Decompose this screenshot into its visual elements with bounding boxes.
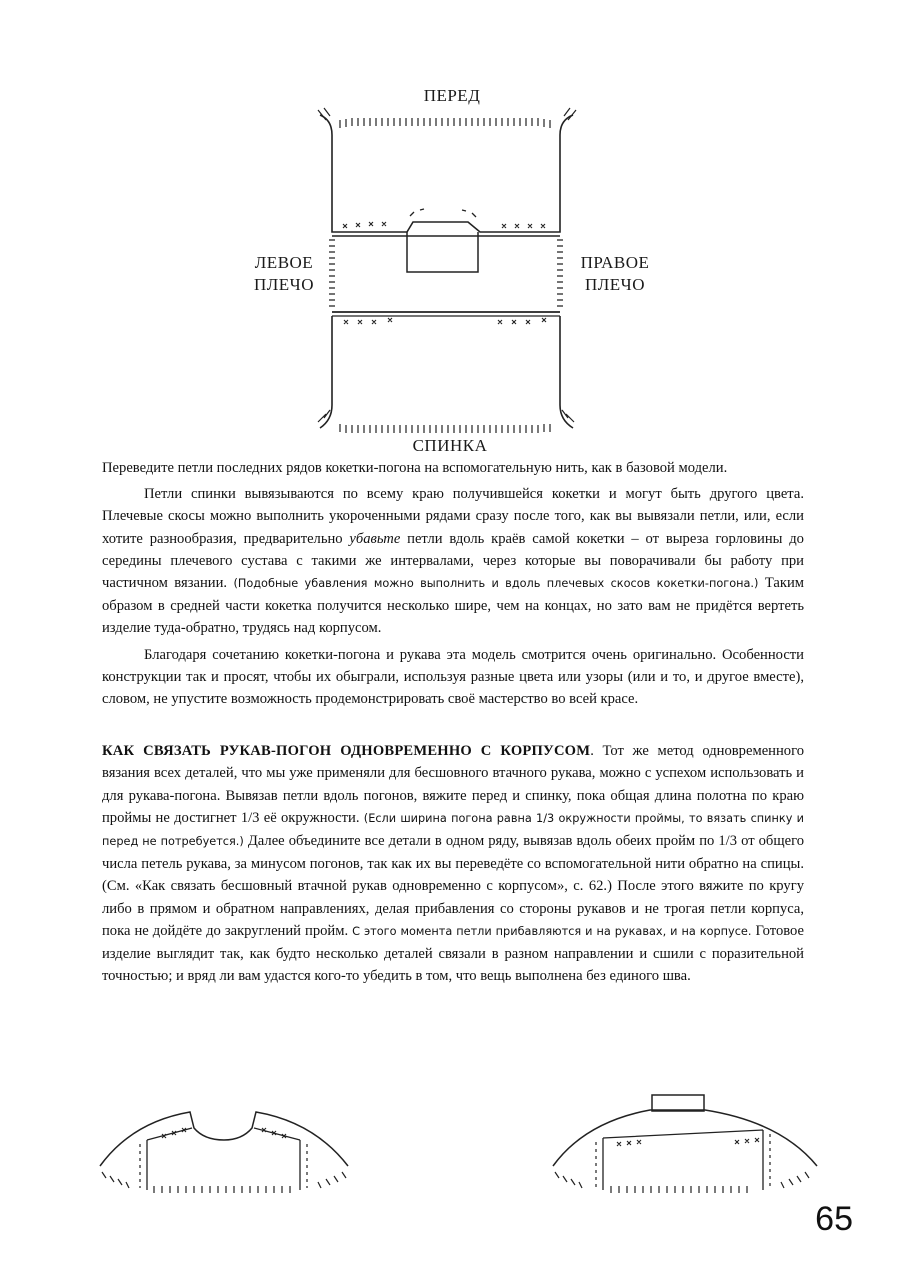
right-shoulder-line1: ПРАВОЕ bbox=[580, 253, 650, 272]
front-hem-stitches bbox=[318, 108, 576, 128]
cross-marks bbox=[343, 222, 546, 324]
paragraph-2 bbox=[102, 483, 804, 639]
paragraph-2-text-c: Таким образом в средней части кокетка получится несколько шире, чем на концах, но зато вам не придётся вертеть изделие туда-обратно, трудясь над корпусом. bbox=[102, 575, 804, 637]
back-label: СПИНКА bbox=[412, 436, 488, 455]
paragraph-4 bbox=[102, 740, 804, 987]
neck-opening bbox=[407, 232, 478, 272]
paragraph-2-emphasis: убавьте bbox=[349, 530, 401, 547]
bottom-left-diagram bbox=[92, 1100, 362, 1200]
paragraph-2-text-b: петли вдоль краёв самой кокетки – от выреза горловины до середины плечевого сустава с такими же интервалами, через которые вы поворачивали бы работу при частичном вязании. bbox=[102, 530, 804, 592]
left-shoulder-line1: ЛЕВОЕ bbox=[254, 253, 314, 272]
back-hem-stitches bbox=[318, 410, 574, 433]
front-outline bbox=[320, 115, 573, 232]
paragraph-4-text-a: . Тот же метод одновременного вязания всех деталей, что мы уже применяли для бесшовного втачного рукава, можно с успехом использовать и для рукава-погона. Вывязав петли вдоль погонов, вяжите перед и спинку, пока общая длина полотна по краю проймы не достигнет 1/3 её окружности. bbox=[102, 743, 805, 826]
yoke-construction-diagram bbox=[240, 80, 670, 460]
left-shoulder-stitches bbox=[329, 240, 335, 306]
page-number: 65 bbox=[815, 1200, 853, 1238]
yoke-drawing bbox=[240, 80, 670, 440]
main-text bbox=[102, 457, 804, 987]
left-shoulder-line2: ПЛЕЧО bbox=[253, 275, 315, 295]
right-shoulder-line2: ПЛЕЧО bbox=[584, 275, 646, 295]
paragraph-4-aside-2: С этого момента петли прибавляются и на рукавах, и на корпусе. bbox=[352, 924, 752, 938]
paragraph-3: Благодаря сочетанию кокетки-погона и рукава эта модель смотрится очень оригинально. Особенности конструкции так и просят, чтобы их обыграли, используя разные цвета или узоры (или и то, и другое вместе), словом, не упустите возможность продемонстрировать своё мастерство во всей красе. bbox=[102, 646, 804, 708]
back-outline bbox=[320, 316, 573, 428]
paragraph-4-aside-1: (Если ширина погона равна 1/3 окружности проймы, то вязать спинку и перед не потребуется.) bbox=[102, 811, 804, 849]
paragraph-2-aside: (Подобные убавления можно выполнить и вдоль плечевых скосов кокетки-погона.) bbox=[233, 577, 759, 591]
bottom-left-drawing bbox=[92, 1100, 362, 1200]
bottom-right-drawing bbox=[545, 1090, 827, 1200]
paragraph-1: Переведите петли последних рядов кокетки-погона на вспомогательную нить, как в базовой модели. bbox=[102, 460, 728, 476]
right-shoulder-stitches bbox=[557, 240, 563, 306]
section-heading: КАК СВЯЗАТЬ РУКАВ-ПОГОН ОДНОВРЕМЕННО С КОРПУСОМ bbox=[102, 743, 591, 760]
front-label: ПЕРЕД bbox=[423, 86, 481, 105]
paragraph-2-text-a: Петли спинки вывязываются по всему краю получившейся кокетки и могут быть другого цвета. Плечевые скосы можно выполнить укороченными рядами сразу после того, как вы вывязали петли, или, если хотите разнообразия, предварительно bbox=[102, 486, 804, 547]
paragraph-4-text-b: Далее объедините все детали в одном ряду, вывязав вдоль обеих пройм по 1/3 от общего числа петель рукава, за минусом погонов, так как их вы переведёте со вспомогательной нити обратно на спицы. (См. «Как связать бесшовный втачной рукав одновременно с корпусом», с. 62.) После этого вяжите по кругу либо в прямом и обратном направлениях, делая прибавления со стороны рукавов и не трогая петли корпуса, пока не дойдёте до закруглений пройм. bbox=[102, 833, 804, 939]
bottom-right-diagram bbox=[545, 1090, 827, 1200]
paragraph-4-text-c: Готовое изделие выглядит так, как будто несколько деталей связали в разном направлении и сшили с поразительной точностью; и вряд ли вам удастся кого-то убедить в том, что вещь выполнена без единого шва. bbox=[102, 922, 804, 985]
